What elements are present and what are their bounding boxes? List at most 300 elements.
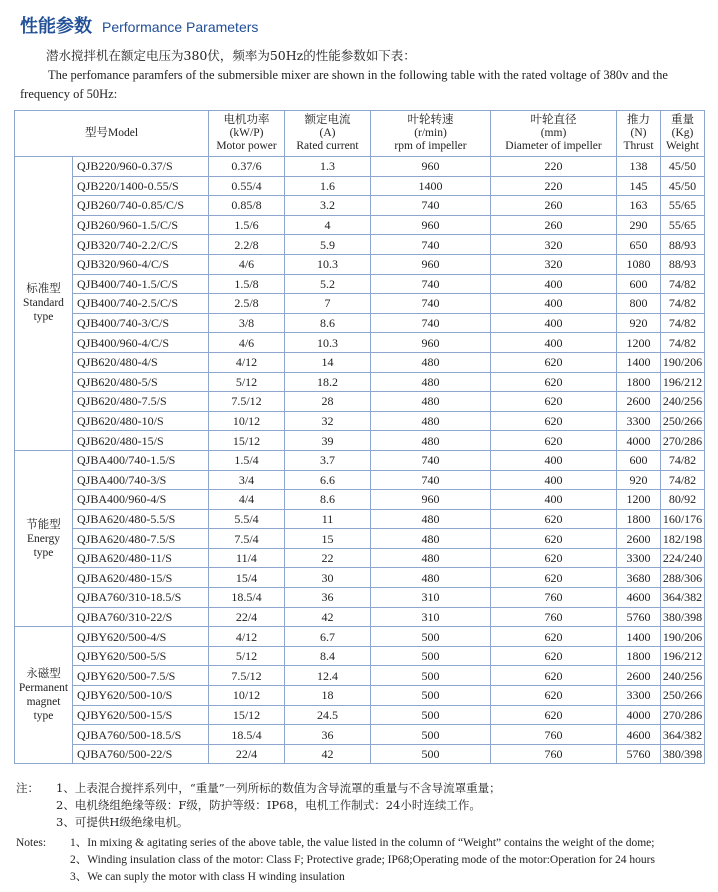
motor-power-cell: 3/4: [209, 470, 285, 490]
category-line: Standard: [23, 297, 64, 310]
weight-cell: 364/382: [661, 588, 705, 608]
impeller-rpm-cell: 480: [371, 352, 491, 372]
impeller-rpm-cell: 960: [371, 215, 491, 235]
weight-cell: 380/398: [661, 744, 705, 764]
table-row: [15, 646, 705, 666]
thrust-cell: 800: [617, 294, 661, 314]
rated-current-cell: 42: [285, 607, 371, 627]
table-row: [15, 431, 705, 451]
header-line: 叶轮转速: [407, 114, 454, 126]
motor-power-cell: 11/4: [209, 548, 285, 568]
thrust-cell: 138: [617, 157, 661, 177]
motor-power-cell: 0.85/8: [209, 196, 285, 216]
impeller-rpm-cell: 740: [371, 313, 491, 333]
impeller-diameter-cell: 760: [491, 725, 617, 745]
rated-current-cell: 28: [285, 392, 371, 412]
model-cell: QJBY620/500-4/S: [73, 627, 209, 647]
model-cell: QJB620/480-10/S: [73, 411, 209, 431]
thrust-cell: 3680: [617, 568, 661, 588]
table-row: [15, 705, 705, 725]
header-line: rpm of impeller: [394, 140, 467, 152]
table-row: [15, 411, 705, 431]
motor-power-cell: 18.5/4: [209, 725, 285, 745]
thrust-cell: 4600: [617, 588, 661, 608]
intro-text-en: The perfomance paramfers of the submersible mixer are shown in the following table with the rated voltage of 380v and the frequency of 50Hz:: [20, 68, 668, 101]
impeller-diameter-cell: 400: [491, 470, 617, 490]
category-line: type: [33, 546, 54, 559]
rated-current-cell: 1.3: [285, 157, 371, 177]
impeller-rpm-cell: 500: [371, 686, 491, 706]
rated-current-cell: 5.2: [285, 274, 371, 294]
rated-current-cell: 22: [285, 548, 371, 568]
impeller-rpm-cell: 480: [371, 548, 491, 568]
note-cn-2: [16, 797, 712, 814]
rated-current-cell: 15: [285, 529, 371, 549]
thrust-cell: 920: [617, 470, 661, 490]
thrust-cell: 1800: [617, 509, 661, 529]
weight-cell: 74/82: [661, 313, 705, 333]
thrust-cell: 1200: [617, 490, 661, 510]
impeller-rpm-cell: 1400: [371, 176, 491, 196]
impeller-rpm-cell: 480: [371, 509, 491, 529]
weight-cell: 364/382: [661, 725, 705, 745]
impeller-rpm-cell: 480: [371, 392, 491, 412]
weight-cell: 74/82: [661, 274, 705, 294]
motor-power-cell: 7.5/12: [209, 392, 285, 412]
model-cell: QJB400/740-2.5/C/S: [73, 294, 209, 314]
impeller-diameter-cell: 260: [491, 215, 617, 235]
model-cell: QJB320/960-4/C/S: [73, 254, 209, 274]
impeller-diameter-cell: 220: [491, 157, 617, 177]
motor-power-cell: 4/6: [209, 333, 285, 353]
weight-cell: 182/198: [661, 529, 705, 549]
rated-current-cell: 36: [285, 725, 371, 745]
header-line: Thrust: [623, 140, 654, 152]
motor-power-cell: 0.55/4: [209, 176, 285, 196]
category-line: 永磁型: [26, 668, 61, 681]
header-model: [15, 111, 209, 157]
impeller-rpm-cell: 310: [371, 607, 491, 627]
impeller-rpm-cell: 480: [371, 568, 491, 588]
header-impeller-rpm: [371, 111, 491, 157]
rated-current-cell: 42: [285, 744, 371, 764]
motor-power-cell: 15/12: [209, 431, 285, 451]
category-label: [15, 450, 73, 626]
motor-power-cell: 22/4: [209, 607, 285, 627]
category-label: [15, 157, 73, 451]
category-line: type: [33, 311, 54, 324]
note-en-text: 3、We can suply the motor with class H winding insulation: [70, 871, 345, 883]
model-cell: QJB260/740-0.85/C/S: [73, 196, 209, 216]
weight-cell: 190/206: [661, 627, 705, 647]
impeller-diameter-cell: 620: [491, 509, 617, 529]
motor-power-cell: 7.5/4: [209, 529, 285, 549]
weight-cell: 240/256: [661, 392, 705, 412]
thrust-cell: 163: [617, 196, 661, 216]
category-line: 标准型: [26, 283, 61, 296]
weight-cell: 45/50: [661, 176, 705, 196]
header-line: 电机功率: [223, 114, 270, 126]
impeller-rpm-cell: 740: [371, 274, 491, 294]
model-cell: QJB400/960-4/C/S: [73, 333, 209, 353]
category-line: magnet: [26, 696, 61, 709]
thrust-cell: 4000: [617, 431, 661, 451]
impeller-rpm-cell: 480: [371, 529, 491, 549]
impeller-rpm-cell: 480: [371, 431, 491, 451]
impeller-rpm-cell: 500: [371, 666, 491, 686]
impeller-rpm-cell: 310: [371, 588, 491, 608]
motor-power-cell: 7.5/12: [209, 666, 285, 686]
table-row: [15, 666, 705, 686]
thrust-cell: 650: [617, 235, 661, 255]
weight-cell: 74/82: [661, 450, 705, 470]
header-line: 推力: [627, 114, 650, 126]
thrust-cell: 2600: [617, 666, 661, 686]
impeller-diameter-cell: 620: [491, 568, 617, 588]
table-row: [15, 568, 705, 588]
model-cell: QJB320/740-2.2/C/S: [73, 235, 209, 255]
model-cell: QJBY620/500-10/S: [73, 686, 209, 706]
impeller-diameter-cell: 620: [491, 646, 617, 666]
rated-current-cell: 8.6: [285, 313, 371, 333]
rated-current-cell: 3.7: [285, 450, 371, 470]
rated-current-cell: 39: [285, 431, 371, 451]
thrust-cell: 1400: [617, 627, 661, 647]
header-line: Weight: [666, 140, 699, 152]
table-body: [15, 157, 705, 764]
impeller-diameter-cell: 760: [491, 744, 617, 764]
rated-current-cell: 11: [285, 509, 371, 529]
weight-cell: 74/82: [661, 294, 705, 314]
thrust-cell: 2600: [617, 529, 661, 549]
table-row: [15, 372, 705, 392]
model-cell: QJB400/740-3/C/S: [73, 313, 209, 333]
model-cell: QJBY620/500-7.5/S: [73, 666, 209, 686]
notes-section: [16, 780, 712, 886]
thrust-cell: 4600: [617, 725, 661, 745]
weight-cell: 196/212: [661, 646, 705, 666]
weight-cell: 88/93: [661, 254, 705, 274]
impeller-diameter-cell: 620: [491, 627, 617, 647]
impeller-diameter-cell: 400: [491, 450, 617, 470]
motor-power-cell: 15/12: [209, 705, 285, 725]
impeller-diameter-cell: 620: [491, 529, 617, 549]
weight-cell: 80/92: [661, 490, 705, 510]
rated-current-cell: 12.4: [285, 666, 371, 686]
page-header: [20, 12, 258, 36]
note-en-text: 2、Winding insulation class of the motor: Class F; Protective grade; IP68;Operating mode of the motor:Operation for 24 hours: [70, 854, 655, 866]
motor-power-cell: 4/12: [209, 627, 285, 647]
table-row: [15, 627, 705, 647]
motor-power-cell: 3/8: [209, 313, 285, 333]
impeller-rpm-cell: 740: [371, 235, 491, 255]
note-cn-text: 1、上表混合搅拌系列中，“重量”一列所标的数值为含导流罩的重量与不含导流罩重量；: [56, 781, 501, 795]
impeller-rpm-cell: 480: [371, 411, 491, 431]
weight-cell: 55/65: [661, 196, 705, 216]
thrust-cell: 5760: [617, 744, 661, 764]
weight-cell: 196/212: [661, 372, 705, 392]
impeller-rpm-cell: 960: [371, 490, 491, 510]
impeller-rpm-cell: 500: [371, 627, 491, 647]
thrust-cell: 290: [617, 215, 661, 235]
impeller-diameter-cell: 220: [491, 176, 617, 196]
header-line: (kW/P): [229, 127, 264, 139]
page-title-cn: 性能参数: [20, 16, 92, 37]
impeller-diameter-cell: 400: [491, 274, 617, 294]
weight-cell: 270/286: [661, 705, 705, 725]
weight-cell: 190/206: [661, 352, 705, 372]
thrust-cell: 1200: [617, 333, 661, 353]
rated-current-cell: 18.2: [285, 372, 371, 392]
motor-power-cell: 10/12: [209, 411, 285, 431]
rated-current-cell: 6.7: [285, 627, 371, 647]
note-en-text: 1、In mixing & agitating series of the above table, the value listed in the column of “Weight” contains the weight of the dome;: [70, 837, 655, 849]
table-row: [15, 294, 705, 314]
thrust-cell: 1080: [617, 254, 661, 274]
thrust-cell: 1800: [617, 646, 661, 666]
table-row: [15, 157, 705, 177]
header-line: (r/min): [414, 127, 447, 139]
weight-cell: 240/256: [661, 666, 705, 686]
impeller-diameter-cell: 620: [491, 392, 617, 412]
model-cell: QJB260/960-1.5/C/S: [73, 215, 209, 235]
impeller-rpm-cell: 500: [371, 705, 491, 725]
motor-power-cell: 5/12: [209, 646, 285, 666]
model-cell: QJBY620/500-15/S: [73, 705, 209, 725]
model-cell: QJBA400/740-1.5/S: [73, 450, 209, 470]
weight-cell: 288/306: [661, 568, 705, 588]
table-row: [15, 607, 705, 627]
model-cell: QJB220/1400-0.55/S: [73, 176, 209, 196]
thrust-cell: 600: [617, 274, 661, 294]
model-cell: QJB400/740-1.5/C/S: [73, 274, 209, 294]
impeller-rpm-cell: 740: [371, 294, 491, 314]
header-line: (A): [319, 127, 336, 139]
table-row: [15, 352, 705, 372]
impeller-rpm-cell: 960: [371, 157, 491, 177]
thrust-cell: 920: [617, 313, 661, 333]
impeller-diameter-cell: 320: [491, 235, 617, 255]
note-cn-3: [16, 814, 712, 831]
model-cell: QJB620/480-7.5/S: [73, 392, 209, 412]
impeller-rpm-cell: 500: [371, 646, 491, 666]
rated-current-cell: 8.6: [285, 490, 371, 510]
note-cn-1: [16, 780, 712, 797]
header-line: (Kg): [671, 127, 694, 139]
category-label: [15, 627, 73, 764]
header-line: (N): [630, 127, 647, 139]
header-weight: [661, 111, 705, 157]
thrust-cell: 3300: [617, 548, 661, 568]
motor-power-cell: 4/6: [209, 254, 285, 274]
impeller-diameter-cell: 760: [491, 588, 617, 608]
category-line: Energy: [26, 532, 60, 545]
model-cell: QJBA760/310-18.5/S: [73, 588, 209, 608]
thrust-cell: 4000: [617, 705, 661, 725]
table-row: [15, 588, 705, 608]
impeller-diameter-cell: 620: [491, 686, 617, 706]
impeller-rpm-cell: 960: [371, 254, 491, 274]
motor-power-cell: 0.37/6: [209, 157, 285, 177]
rated-current-cell: 30: [285, 568, 371, 588]
impeller-diameter-cell: 400: [491, 490, 617, 510]
header-line: 重量: [671, 114, 694, 126]
impeller-diameter-cell: 620: [491, 666, 617, 686]
header-motor-power: [209, 111, 285, 157]
weight-cell: 224/240: [661, 548, 705, 568]
thrust-cell: 1800: [617, 372, 661, 392]
impeller-diameter-cell: 620: [491, 352, 617, 372]
model-cell: QJBA620/480-5.5/S: [73, 509, 209, 529]
model-cell: QJB620/480-15/S: [73, 431, 209, 451]
performance-table: [14, 110, 705, 764]
thrust-cell: 3300: [617, 686, 661, 706]
impeller-diameter-cell: 620: [491, 431, 617, 451]
motor-power-cell: 5.5/4: [209, 509, 285, 529]
impeller-diameter-cell: 400: [491, 333, 617, 353]
table-row: [15, 254, 705, 274]
model-cell: QJBA620/480-7.5/S: [73, 529, 209, 549]
motor-power-cell: 15/4: [209, 568, 285, 588]
rated-current-cell: 6.6: [285, 470, 371, 490]
rated-current-cell: 1.6: [285, 176, 371, 196]
table-row: [15, 176, 705, 196]
note-cn-label: 注：: [16, 781, 39, 795]
thrust-cell: 3300: [617, 411, 661, 431]
header-impeller-diameter: [491, 111, 617, 157]
rated-current-cell: 24.5: [285, 705, 371, 725]
thrust-cell: 1400: [617, 352, 661, 372]
motor-power-cell: 10/12: [209, 686, 285, 706]
motor-power-cell: 1.5/6: [209, 215, 285, 235]
header-line: (mm): [540, 127, 567, 139]
motor-power-cell: 1.5/8: [209, 274, 285, 294]
header-line: 型号Model: [84, 127, 139, 139]
weight-cell: 74/82: [661, 470, 705, 490]
header-line: 叶轮直径: [530, 114, 577, 126]
table-row: [15, 333, 705, 353]
rated-current-cell: 10.3: [285, 333, 371, 353]
motor-power-cell: 4/12: [209, 352, 285, 372]
note-en-label: Notes:: [16, 837, 47, 849]
table-row: [15, 215, 705, 235]
thrust-cell: 600: [617, 450, 661, 470]
motor-power-cell: 1.5/4: [209, 450, 285, 470]
note-en-2: [16, 852, 712, 869]
model-cell: QJBA760/310-22/S: [73, 607, 209, 627]
model-cell: QJBA620/480-11/S: [73, 548, 209, 568]
model-cell: QJBA620/480-15/S: [73, 568, 209, 588]
table-row: [15, 196, 705, 216]
rated-current-cell: 36: [285, 588, 371, 608]
note-en-1: [16, 835, 712, 852]
impeller-diameter-cell: 620: [491, 705, 617, 725]
thrust-cell: 2600: [617, 392, 661, 412]
model-cell: QJBY620/500-5/S: [73, 646, 209, 666]
table-row: [15, 450, 705, 470]
category-line: Permanent: [18, 682, 69, 695]
impeller-rpm-cell: 500: [371, 725, 491, 745]
category-line: 节能型: [26, 518, 61, 531]
impeller-rpm-cell: 740: [371, 470, 491, 490]
motor-power-cell: 4/4: [209, 490, 285, 510]
table-row: [15, 490, 705, 510]
weight-cell: 74/82: [661, 333, 705, 353]
table-header-row: [15, 111, 705, 157]
table-row: [15, 725, 705, 745]
impeller-diameter-cell: 320: [491, 254, 617, 274]
impeller-diameter-cell: 260: [491, 196, 617, 216]
rated-current-cell: 7: [285, 294, 371, 314]
impeller-rpm-cell: 960: [371, 333, 491, 353]
header-line: 额定电流: [304, 114, 351, 126]
weight-cell: 250/266: [661, 411, 705, 431]
thrust-cell: 145: [617, 176, 661, 196]
table-row: [15, 548, 705, 568]
impeller-diameter-cell: 760: [491, 607, 617, 627]
model-cell: QJBA760/500-18.5/S: [73, 725, 209, 745]
page-title-en: Performance Parameters: [102, 19, 259, 35]
impeller-rpm-cell: 500: [371, 744, 491, 764]
header-rated-current: [285, 111, 371, 157]
note-cn-text: 2、电机绕组绝缘等级：F级，防护等级：IP68，电机工作制式：24小时连续工作。: [56, 798, 481, 812]
table-row: [15, 392, 705, 412]
impeller-diameter-cell: 400: [491, 294, 617, 314]
category-line: type: [33, 710, 54, 723]
model-cell: QJB220/960-0.37/S: [73, 157, 209, 177]
thrust-cell: 5760: [617, 607, 661, 627]
rated-current-cell: 18: [285, 686, 371, 706]
header-thrust: [617, 111, 661, 157]
intro-text-cn: 潜水搅拌机在额定电压为380伏，频率为50Hz的性能参数如下表：: [46, 48, 416, 63]
impeller-diameter-cell: 620: [491, 411, 617, 431]
rated-current-cell: 32: [285, 411, 371, 431]
weight-cell: 55/65: [661, 215, 705, 235]
impeller-rpm-cell: 480: [371, 372, 491, 392]
motor-power-cell: 5/12: [209, 372, 285, 392]
rated-current-cell: 10.3: [285, 254, 371, 274]
model-cell: QJBA400/740-3/S: [73, 470, 209, 490]
weight-cell: 380/398: [661, 607, 705, 627]
weight-cell: 88/93: [661, 235, 705, 255]
motor-power-cell: 2.2/8: [209, 235, 285, 255]
model-cell: QJB620/480-4/S: [73, 352, 209, 372]
table-row: [15, 686, 705, 706]
model-cell: QJB620/480-5/S: [73, 372, 209, 392]
weight-cell: 270/286: [661, 431, 705, 451]
impeller-rpm-cell: 740: [371, 196, 491, 216]
table-row: [15, 274, 705, 294]
table-row: [15, 470, 705, 490]
impeller-diameter-cell: 620: [491, 548, 617, 568]
impeller-diameter-cell: 620: [491, 372, 617, 392]
header-line: Diameter of impeller: [505, 140, 602, 152]
header-line: Rated current: [296, 140, 359, 152]
weight-cell: 45/50: [661, 157, 705, 177]
note-en-3: [16, 869, 712, 886]
header-line: Motor power: [216, 140, 277, 152]
rated-current-cell: 4: [285, 215, 371, 235]
model-cell: QJBA400/960-4/S: [73, 490, 209, 510]
table-row: [15, 313, 705, 333]
table-row: [15, 235, 705, 255]
impeller-rpm-cell: 740: [371, 450, 491, 470]
table-row: [15, 744, 705, 764]
rated-current-cell: 3.2: [285, 196, 371, 216]
table-row: [15, 509, 705, 529]
weight-cell: 160/176: [661, 509, 705, 529]
rated-current-cell: 8.4: [285, 646, 371, 666]
